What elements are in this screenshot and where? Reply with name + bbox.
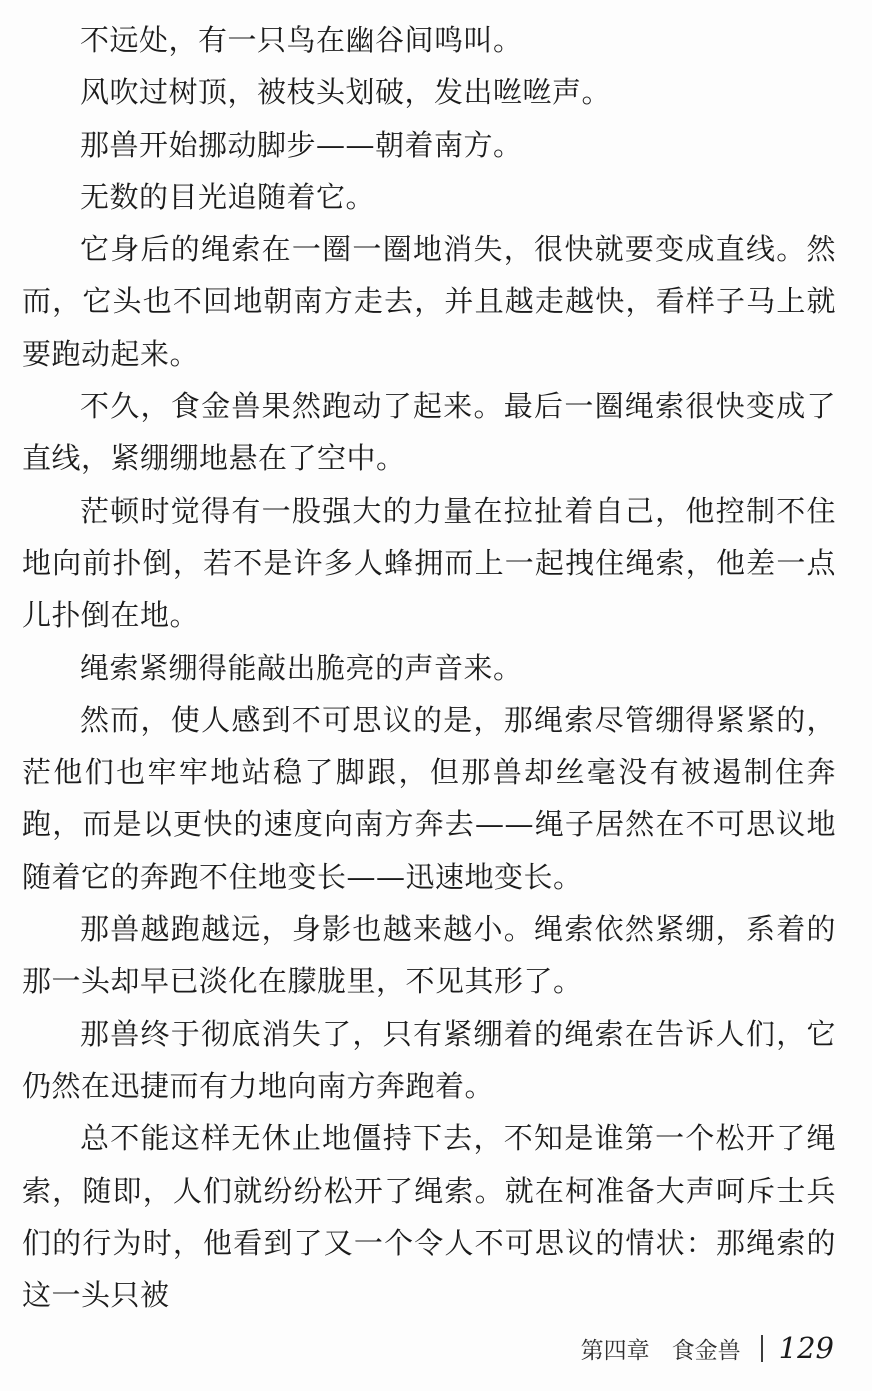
footer-section-title: 食金兽: [671, 1337, 741, 1364]
page-footer: [581, 1331, 834, 1365]
paragraph: 然而，使人感到不可思议的是，那绳索尽管绷得紧紧的，茫他们也牢牢地站稳了脚跟，但那兽却丝毫没有被遏制住奔跑，而是以更快的速度向南方奔去——绳子居然在不可思议地随着它的奔跑不住地变长——迅速地变长。: [22, 702, 836, 894]
page-number: 129: [778, 1331, 834, 1365]
book-page-text: [22, 14, 836, 1321]
paragraph: 不久，食金兽果然跑动了起来。最后一圈绳索很快变成了直线，紧绷绷地悬在了空中。: [22, 389, 836, 476]
footer-chapter-label: 第四章: [580, 1337, 650, 1364]
paragraph: 那兽终于彻底消失了，只有紧绷着的绳索在告诉人们，它仍然在迅捷而有力地向南方奔跑着。: [22, 1016, 836, 1103]
paragraph: 它身后的绳索在一圈一圈地消失，很快就要变成直线。然而，它头也不回地朝南方走去，并且越走越快，看样子马上就要跑动起来。: [22, 232, 836, 371]
paragraph: 那兽越跑越远，身影也越来越小。绳索依然紧绷，系着的那一头却早已淡化在朦胧里，不见其形了。: [22, 912, 836, 999]
paragraph: 茫顿时觉得有一股强大的力量在拉扯着自己，他控制不住地向前扑倒，若不是许多人蜂拥而上一起拽住绳索，他差一点儿扑倒在地。: [22, 493, 836, 633]
paragraph: 风吹过树顶，被枝头划破，发出咝咝声。: [80, 75, 612, 110]
paragraph: 绳索紧绷得能敲出脆亮的声音来。: [80, 650, 523, 685]
paragraph: 不远处，有一只鸟在幽谷间鸣叫。: [80, 23, 523, 57]
paragraph: 无数的目光追随着它。: [80, 179, 376, 214]
paragraph: 总不能这样无休止地僵持下去，不知是谁第一个松开了绳索，随即，人们就纷纷松开了绳索。就在柯准备大声呵斥士兵们的行为时，他看到了又一个令人不可思议的情状：那绳索的这一头只被: [22, 1121, 836, 1313]
footer-divider-bar: [761, 1335, 763, 1362]
paragraph: 那兽开始挪动脚步——朝着南方。: [80, 127, 523, 162]
